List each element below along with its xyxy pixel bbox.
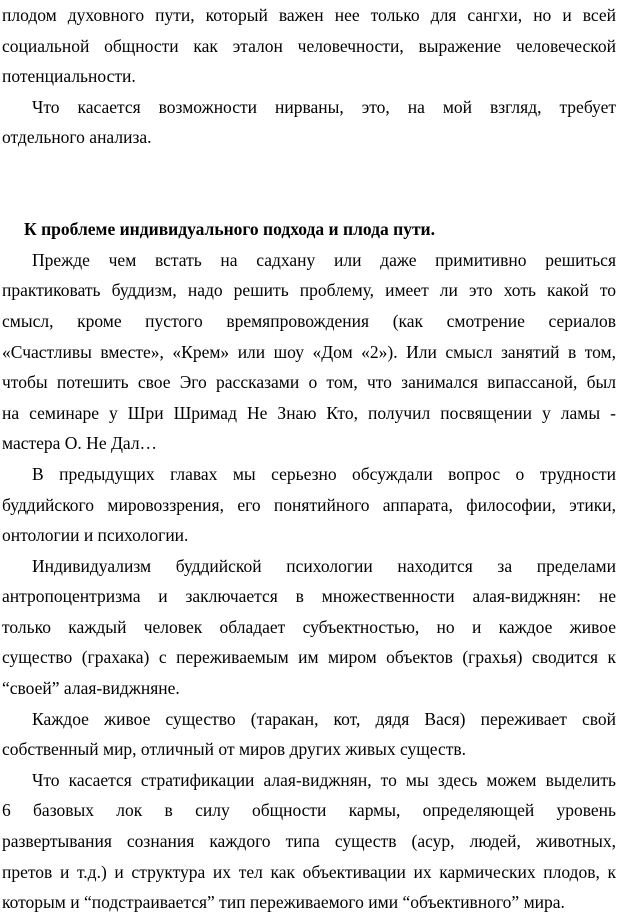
text-line: Индивидуализм буддийской психологии находится за пределами <box>32 555 616 576</box>
paragraph <box>2 704 616 765</box>
paragraph <box>2 245 616 459</box>
text-line: претов и т.д.) и структура их тел как объективации их кармических плодов, к <box>2 861 616 882</box>
text-line: онтологии и психологии. <box>2 525 189 546</box>
blank-line <box>2 184 616 215</box>
text-line: Прежде чем встать на садхану или даже примитивно решиться <box>32 249 616 270</box>
text-line: плодом духовного пути, который важен нее только для сангхи, но и всей <box>2 5 616 25</box>
blank-line <box>2 153 616 184</box>
text-line: мастера О. Не Дал… <box>2 433 158 454</box>
text-line: 6 базовых лок в силу общности кармы, определяющей уровень <box>2 800 616 821</box>
paragraph <box>2 92 616 153</box>
text-line: только каждый человек обладает субъектностью, но и каждое живое <box>2 616 616 637</box>
text-line: антропоцентризма и заключается в множественности алая-виджнян: не <box>2 586 616 607</box>
text-line: практиковать буддизм, надо решить проблему, имеет ли это хоть какой то <box>2 280 616 301</box>
text-line: отдельного анализа. <box>2 127 152 148</box>
paragraph <box>2 0 616 92</box>
text-line: Каждое живое существо (таракан, кот, дядя Вася) переживает свой <box>32 708 616 729</box>
text-line: В предыдущих главах мы серьезно обсуждали вопрос о трудности <box>32 463 616 484</box>
text-line: существо (грахака) с переживаемым им миром объектов (грахья) сводится к <box>2 647 616 668</box>
text-line: развертывания сознания каждого типа существ (асур, людей, животных, <box>2 831 616 852</box>
section-heading: К проблеме индивидуального подхода и плода пути. <box>24 219 436 240</box>
text-line: социальной общности как эталон человечности, выражение человеческой <box>2 35 616 56</box>
text-line: «Счастливы вместе», «Крем» или шоу «Дом «2»). Или смысл занятий в том, <box>2 341 616 362</box>
text-line: которым и “подстраивается” тип переживаемого ими “объективного” мира. <box>2 892 565 913</box>
text-line: потенциальности. <box>2 66 136 87</box>
text-line: чтобы потешить свое Эго рассказами о том, что занимался випассаной, был <box>2 372 616 393</box>
text-line: Что касается возможности нирваны, это, на мой взгляд, требует <box>32 96 616 117</box>
paragraph <box>2 459 616 551</box>
text-line: Что касается стратификации алая-виджнян, то мы здесь можем выделить <box>32 769 616 790</box>
text-line: на семинаре у Шри Шримад Не Знаю Кто, получил посвящении у ламы - <box>2 402 616 423</box>
paragraph <box>2 551 616 704</box>
paragraph <box>2 765 616 918</box>
text-line: смысл, кроме пустого времяпровождения (как смотрение сериалов <box>2 310 616 331</box>
text-line: “своей” алая-виджняне. <box>2 678 180 699</box>
section-heading-block <box>2 214 616 245</box>
text-line: буддийского мировоззрения, его понятийного аппарата, философии, этики, <box>2 494 616 515</box>
text-line: собственный мир, отличный от миров других живых существ. <box>2 739 467 760</box>
